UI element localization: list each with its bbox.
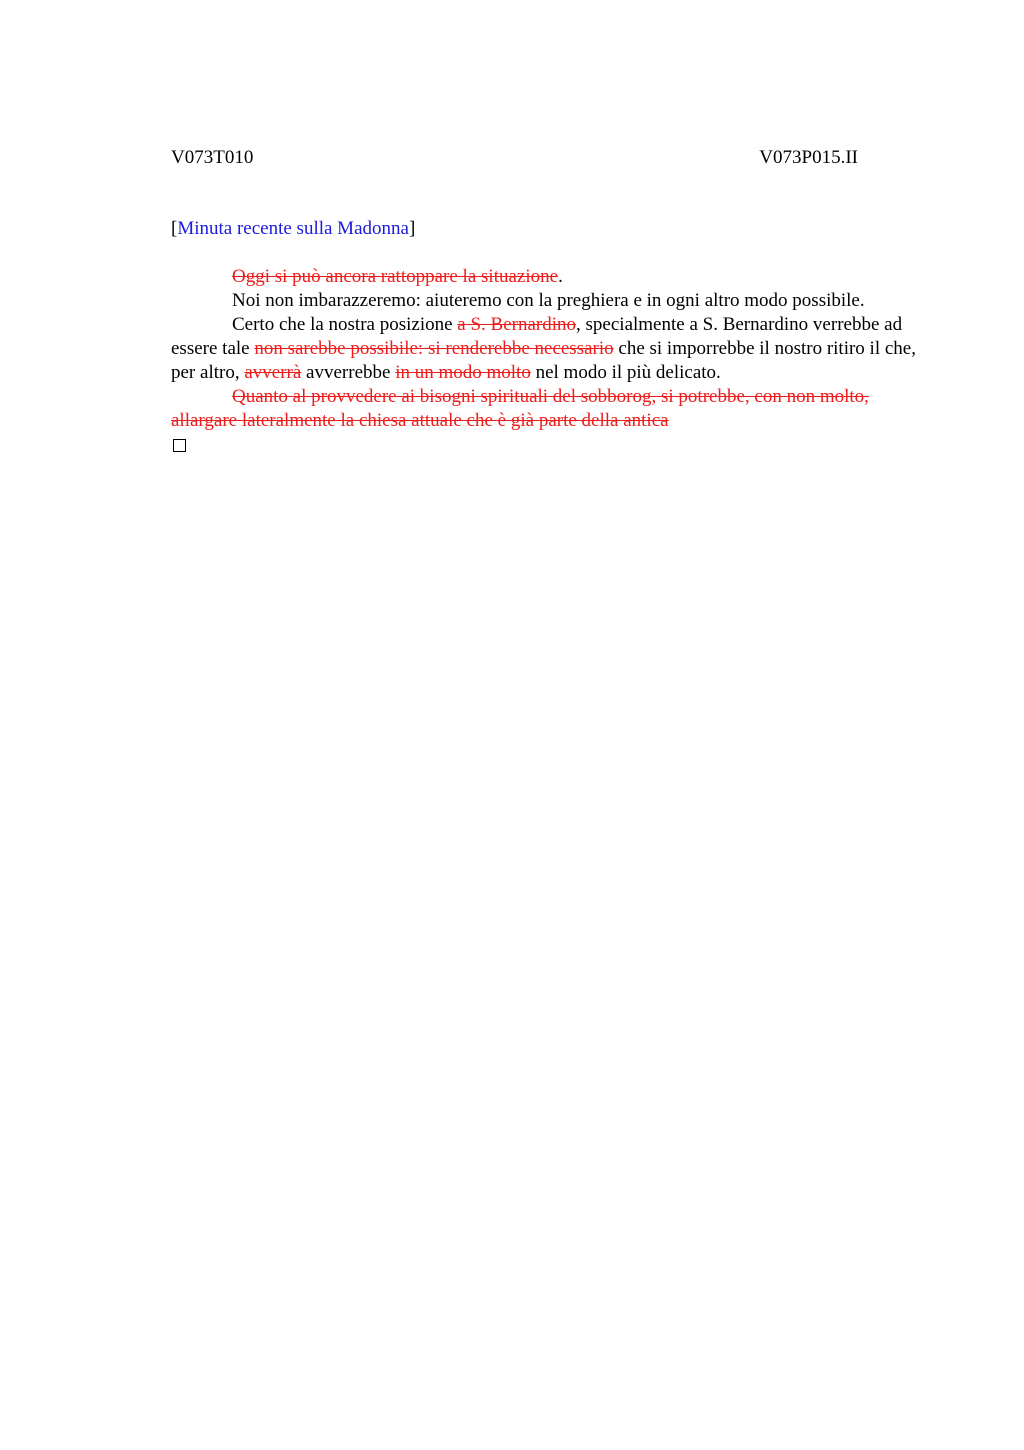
paragraph-text: nel modo il più delicato. (530, 362, 721, 383)
paragraph-text: avverrebbe (301, 362, 396, 383)
deleted-text: avverrà (244, 362, 302, 383)
document-body (171, 265, 931, 452)
paragraph-text: Certo che la nostra posizione (232, 314, 458, 335)
deleted-text: Oggi si può ancora rattoppare la situazione (232, 266, 559, 287)
deleted-text: in un modo molto (395, 362, 531, 383)
paragraph-text: . (558, 266, 563, 287)
deleted-text: non sarebbe possibile: si renderebbe necessario (254, 338, 614, 359)
paragraph-2 (171, 289, 931, 313)
paragraph-text: Noi non imbarazzeremo: aiuteremo con la preghiera e in ogni altro modo possibile. (232, 290, 865, 311)
title-open-bracket: [ (171, 218, 178, 239)
document-title (171, 217, 415, 241)
square-icon (173, 439, 186, 452)
paragraph-text: che si imporrebbe il nostro ritiro il che, per altro, (171, 338, 916, 383)
paragraph-1 (171, 265, 931, 289)
deleted-text: Quanto al provvedere ai bisogni spirituali del sobborog, si potrebbe, con non molto, allargare lateralmente la chiesa attuale che è già parte della antica (171, 386, 869, 431)
title-text: Minuta recente sulla Madonna (177, 218, 409, 239)
deleted-text: a S. Bernardino (457, 314, 577, 335)
paragraph-4 (171, 385, 931, 433)
document-code-right: V073P015.II (759, 147, 858, 168)
title-close-bracket: ] (408, 218, 416, 239)
document-code-left: V073T010 (171, 147, 254, 168)
paragraph-3 (171, 313, 931, 385)
paragraph-text: , specialmente a S. Bernardino verrebbe ad essere tale (171, 314, 903, 359)
